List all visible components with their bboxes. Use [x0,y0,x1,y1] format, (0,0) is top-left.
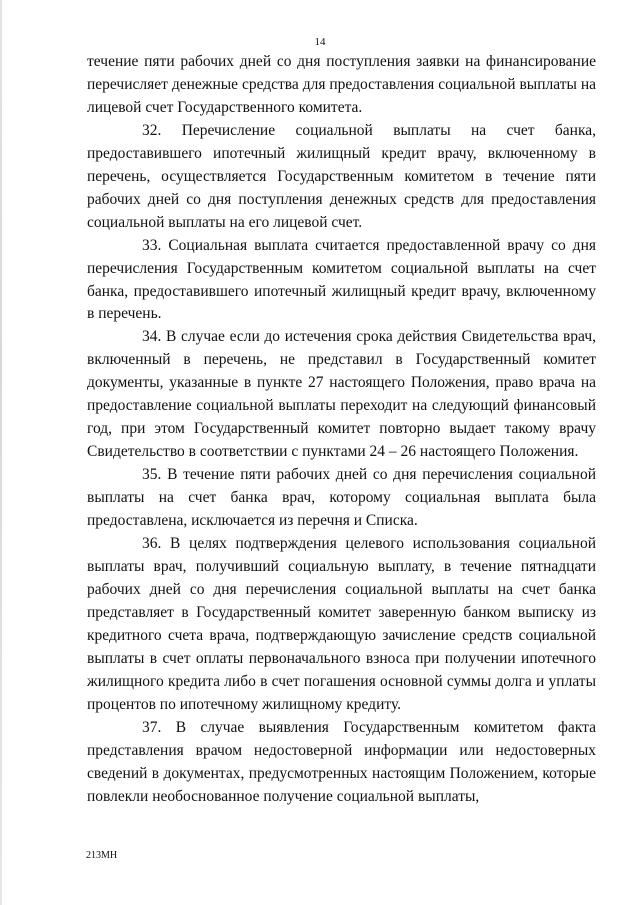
document-code: 213МН [86,850,118,861]
paragraph-35: 35. В течение пяти рабочих дней со дня перечисления социальной выплаты на счет банка врач, которому социальная выплата была предоставлена, исключается из перечня и Списка. [87,466,596,530]
paragraph-32: 32. Перечисление социальной выплаты на счет банка, предоставившего ипотечный жилищный кредит врачу, включенному в перечень, осуществляется Государственным комитетом в течение пяти рабочих дней со дня поступления денежных средств для предоставления социальной выплаты на его лицевой счет. [87,121,596,231]
paragraph-33: 33. Социальная выплата считается предоставленной врачу со дня перечисления Государственным комитетом социальной выплаты на счет банка, предоставившего ипотечный жилищный кредит врачу, включенному в перечень. [87,236,596,323]
scan-left-edge [0,0,2,905]
document-body [87,51,596,808]
paragraph-36: 36. В целях подтверждения целевого использования социальной выплаты врач, получивший социальную выплату, в течение пятнадцати рабочих дней со дня перечисления социальной выплаты на счет банка представляет в Государственный комитет заверенную банком выписку из кредитного счета врача, подтверждающую зачисление средств социальной выплаты в счет оплаты первоначального взноса при получении ипотечного жилищного кредита либо в счет погашения основной суммы долга и уплаты процентов по ипотечному жилищному кредиту. [87,535,596,713]
page-number: 14 [314,36,326,48]
paragraph-continuation: течение пяти рабочих дней со дня поступления заявки на финансирование перечисляет денежные средства для предоставления социальной выплаты на лицевой счет Государственного комитета. [87,53,596,116]
paragraph-34: 34. В случае если до истечения срока действия Свидетельства врач, включенный в перечень, не представил в Государственный комитет документы, указанные в пункте 27 настоящего Положения, право врача на предоставление социальной выплаты переходит на следующий финансовый год, при этом Государственный комитет повторно выдает такому врачу Свидетельство в соответствии с пунктами 24 – 26 настоящего Положения. [87,328,596,461]
paragraph-37: 37. В случае выявления Государственным комитетом факта представления врачом недостоверной информации или недостоверных сведений в документах, предусмотренных настоящим Положением, которые повлекли необоснованное получение социальной выплаты, [87,718,596,805]
